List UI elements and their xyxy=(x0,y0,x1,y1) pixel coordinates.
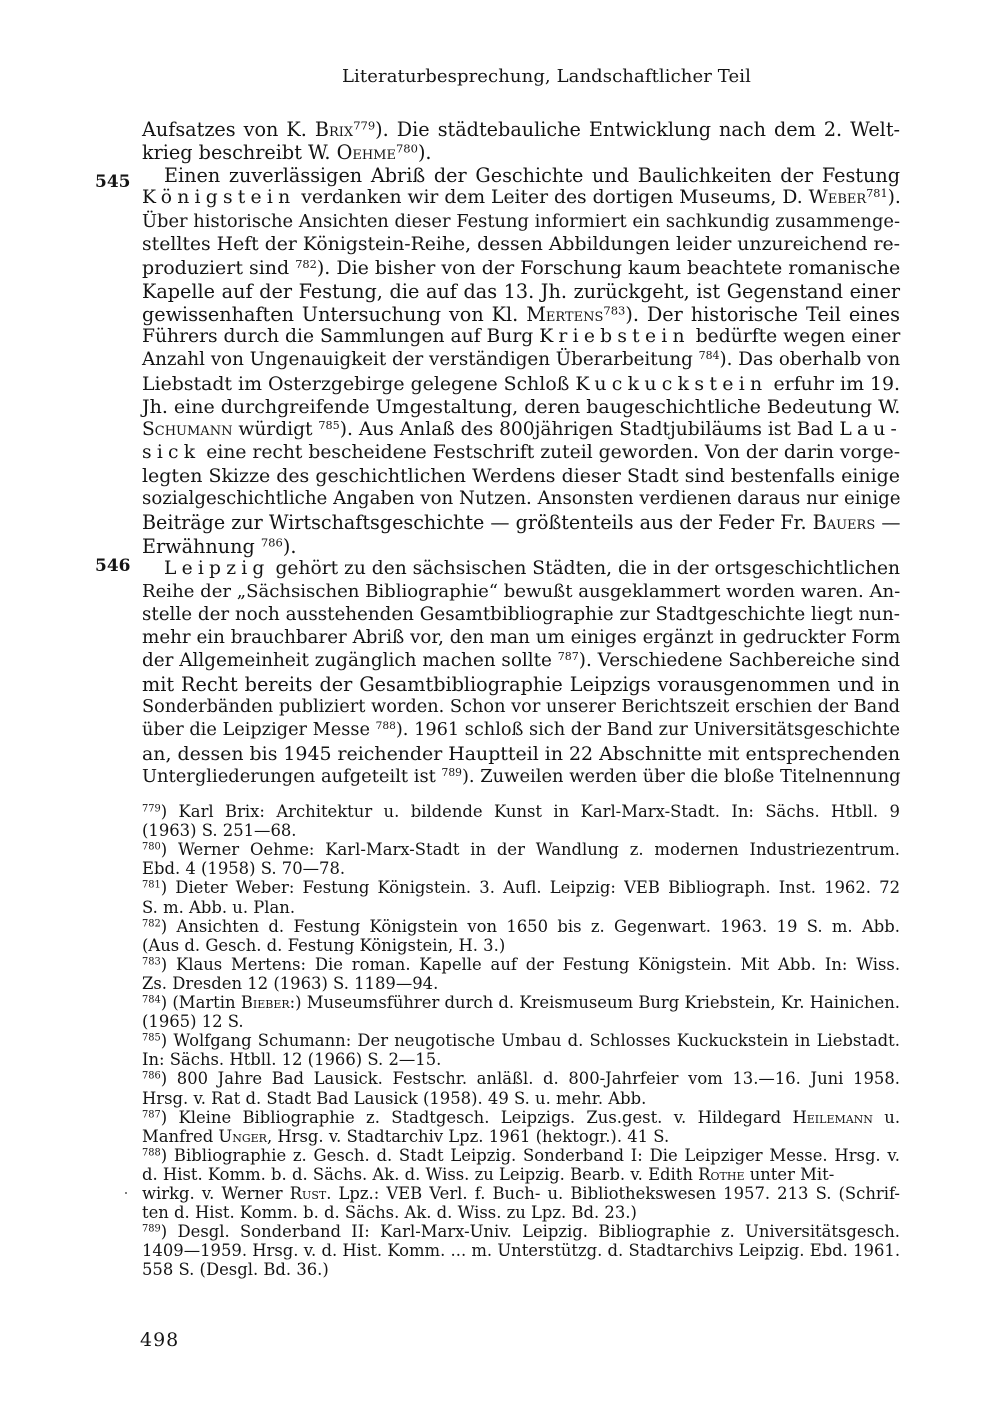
footnote-line xyxy=(142,1184,900,1203)
reference-number: 788 xyxy=(142,1147,161,1159)
text-run: 1409—1959. Hrsg. v. d. Hist. Komm. ... m. Unterstützg. d. Stadtarchivs Leipzig. Ebd. 1961. xyxy=(142,1241,901,1261)
running-header: Literaturbesprechung, Landschaftlicher Teil xyxy=(342,66,751,87)
text-run: Beiträge zur Wirtschaftsgeschichte — größtenteils aus der Feder Fr. xyxy=(142,511,813,535)
text-run: verdanken wir dem Leiter des dortigen Museums, D. xyxy=(295,187,809,209)
text-run: Schumann xyxy=(142,418,233,440)
text-run: mehr ein brauchbarer Abriß vor, den man um einiges ergänzt in gedruckter Form xyxy=(142,627,901,649)
text-run: bedürfte wegen einer xyxy=(689,326,901,348)
text-run: In: Sächs. Htbll. 12 (1966) S. 2—15. xyxy=(142,1050,442,1070)
body-line xyxy=(142,604,900,625)
body-line xyxy=(142,303,900,326)
body-line xyxy=(142,349,900,370)
body-line xyxy=(142,697,900,717)
body-line xyxy=(142,627,900,648)
body-line xyxy=(164,164,900,187)
text-run: ). Verschiedene Sachbereiche sind xyxy=(578,650,900,672)
text-run: Erwähnung xyxy=(142,534,261,558)
text-run: ) Ansichten d. Festung Königstein von 1650 bis z. Gegenwart. 1963. 19 S. m. Abb. xyxy=(160,916,900,936)
body-line xyxy=(142,118,900,141)
text-run: Bieber xyxy=(240,993,290,1012)
reference-number: 786 xyxy=(260,535,283,550)
page-number: 498 xyxy=(140,1329,180,1351)
body-line xyxy=(142,280,900,303)
footnote-line xyxy=(142,1241,900,1260)
footnote-line xyxy=(142,936,505,955)
text-run: Einen zuverlässigen Abriß der Geschichte und Baulichkeiten der Festung xyxy=(164,164,901,188)
text-run: würdigt xyxy=(232,418,319,440)
text-run: sick xyxy=(142,441,201,463)
text-run: mit Recht bereits der Gesamtbibliographie Leipzigs vorausgenommen und in xyxy=(142,673,900,697)
reference-number: 785 xyxy=(142,1032,161,1044)
footnote-line xyxy=(142,1012,244,1031)
footnote-line xyxy=(142,821,297,840)
reference-number: 779 xyxy=(353,118,376,133)
footnote-line xyxy=(142,1222,900,1241)
section-number-546: 546 xyxy=(95,556,131,576)
text-run: ) Karl Brix: Architektur u. bildende Kunst in Karl-Marx-Stadt. In: Sächs. Htbll. 9 xyxy=(160,802,900,821)
text-run: Anzahl von Ungenauigkeit der verständigen Überarbeitung xyxy=(142,349,699,371)
text-run: Sonderbänden publiziert worden. Schon vor unserer Berichtszeit erschien der Band xyxy=(142,696,901,717)
text-run: Bauers xyxy=(812,511,876,535)
body-line xyxy=(164,558,900,579)
text-run: (1965) 12 S. xyxy=(142,1012,244,1032)
text-run: Jh. eine durchgreifende Umgestaltung, deren baugeschichtliche Bedeutung W. xyxy=(142,395,901,418)
text-run: Rust xyxy=(289,1184,327,1203)
body-line xyxy=(142,326,900,347)
text-run: :) Museumsführer durch d. Kreismuseum Burg Kriebstein, Kr. Hainichen. xyxy=(289,993,900,1012)
footnote-line xyxy=(142,1089,646,1108)
text-run: ) Desgl. Sonderband II: Karl-Marx-Univ. Leipzig. Bibliographie z. Universitätsgesch. xyxy=(160,1222,900,1242)
text-run: krieg beschreibt W. xyxy=(142,141,337,165)
text-run: Rothe xyxy=(698,1164,745,1184)
body-line xyxy=(142,396,900,418)
reference-number: 780 xyxy=(395,141,418,156)
text-run: Leipzig xyxy=(164,557,270,579)
text-run: erfuhr im 19. xyxy=(767,372,901,395)
text-run: über die Leipziger Messe xyxy=(142,719,376,740)
text-run: Lau- xyxy=(839,418,903,440)
reference-number: 782 xyxy=(142,918,161,930)
footnote-line xyxy=(142,1069,900,1088)
text-run: S. m. Abb. u. Plan. xyxy=(142,897,296,917)
text-run: ). Zuweilen werden über die bloße Titelnennung xyxy=(461,765,901,787)
body-line xyxy=(142,419,902,440)
footnote-line xyxy=(142,917,900,936)
text-run: Zs. Dresden 12 (1963) S. 1189—94. xyxy=(142,973,439,993)
text-run: wirkg. v. Werner xyxy=(142,1184,290,1203)
body-line xyxy=(142,650,900,671)
body-line xyxy=(142,766,901,787)
reference-number: 784 xyxy=(698,349,720,363)
body-line xyxy=(142,373,900,395)
text-run: Mertens xyxy=(526,303,604,327)
reference-number: 781 xyxy=(866,187,888,201)
text-run: ) Dieter Weber: Festung Königstein. 3. Aufl. Leipzig: VEB Bibliograph. Inst. 1962. 72 xyxy=(160,878,900,898)
text-run: unter Mit- xyxy=(744,1164,835,1184)
text-run: produziert sind xyxy=(142,256,296,279)
footnote-line xyxy=(142,1260,329,1279)
text-run: gehört zu den sächsischen Städten, die in der ortsgeschichtlichen xyxy=(269,557,900,579)
footnote-line xyxy=(142,1050,441,1069)
text-run: (Aus d. Gesch. d. Festung Königstein, H. 3.) xyxy=(142,935,506,955)
body-line xyxy=(142,211,900,232)
text-run: an, dessen bis 1945 reichender Hauptteil in 22 Abschnitte mit entsprechenden xyxy=(142,742,901,765)
text-run: ). xyxy=(417,141,432,165)
footnote-line xyxy=(142,955,900,974)
footnote-line xyxy=(142,1127,669,1146)
reference-number: 787 xyxy=(142,1109,161,1121)
footnote-line xyxy=(142,1203,637,1222)
body-line xyxy=(142,141,432,164)
text-run: Kriebstein xyxy=(539,326,690,348)
footnote-line xyxy=(142,1031,900,1050)
body-line xyxy=(142,720,900,740)
text-run: ) Klaus Mertens: Die roman. Kapelle auf der Festung Königstein. Mit Abb. In: Wiss. xyxy=(160,954,901,974)
reference-number: 783 xyxy=(142,956,161,968)
text-run: u. xyxy=(872,1107,901,1127)
text-run: legten Skizze des geschichtlichen Werdens dieser Stadt sind bestenfalls einige xyxy=(142,465,901,488)
text-run: ten d. Hist. Komm. b. d. Sächs. Ak. d. Wiss. zu Lpz. Bd. 23.) xyxy=(142,1203,637,1223)
body-line xyxy=(142,257,900,279)
footnote-line xyxy=(142,802,900,821)
text-run: . Lpz.: VEB Verl. f. Buch- u. Bibliothekswesen 1957. 213 S. (Schrif- xyxy=(326,1184,900,1203)
footnote-line xyxy=(142,859,345,878)
reference-number: 786 xyxy=(142,1070,161,1082)
text-run: stelltes Heft der Königstein-Reihe, dessen Abbildungen leider unzureichend re- xyxy=(142,233,901,255)
text-run: Königstein xyxy=(142,187,296,209)
reference-number: 789 xyxy=(142,1223,161,1235)
text-run: ). Das oberhalb von xyxy=(719,349,901,371)
body-line xyxy=(142,488,901,509)
text-run: ). 1961 schloß sich der Band zur Universitätsgeschichte xyxy=(395,719,901,740)
text-run: 558 S. (Desgl. Bd. 36.) xyxy=(142,1260,329,1280)
body-line xyxy=(142,581,900,602)
reference-number: 788 xyxy=(375,718,396,732)
reference-number: 780 xyxy=(142,841,161,853)
text-run: Hrsg. v. Rat d. Stadt Bad Lausick (1958). 49 S. u. mehr. Abb. xyxy=(142,1088,647,1108)
reference-number: 789 xyxy=(441,766,462,780)
text-run: Brix xyxy=(314,118,354,141)
reference-number: 781 xyxy=(142,879,161,891)
reference-number: 782 xyxy=(295,256,317,271)
body-line xyxy=(142,743,900,765)
text-run: Unger xyxy=(218,1126,267,1146)
footnote-line xyxy=(142,1165,834,1184)
text-run: Aufsatzes von K. xyxy=(142,118,315,141)
reference-number: 787 xyxy=(557,650,579,664)
body-line xyxy=(142,187,901,208)
text-run: ). xyxy=(282,534,297,558)
text-run: Über historische Ansichten dieser Festung informiert ein sachkundig zusammenge- xyxy=(142,210,900,232)
text-run: ). Die städtebauliche Entwicklung nach dem 2. Welt- xyxy=(375,118,901,141)
text-run: stelle der noch ausstehenden Gesamtbibliographie zur Stadtgeschichte liegt nun- xyxy=(142,603,900,625)
text-run: , Hrsg. v. Stadtarchiv Lpz. 1961 (hektogr.). 41 S. xyxy=(266,1126,670,1146)
text-run: ). Der historische Teil eines xyxy=(625,303,900,327)
reference-number: 784 xyxy=(142,994,161,1006)
text-run: ) Werner Oehme: Karl-Marx-Stadt in der Wandlung z. modernen Industriezentrum. xyxy=(160,840,900,860)
section-number-545: 545 xyxy=(95,172,131,192)
reference-number: 785 xyxy=(318,418,340,432)
text-run: ) 800 Jahre Bad Lausick. Festschr. anläßl. d. 800-Jahrfeier vom 13.—16. Juni 1958. xyxy=(160,1069,900,1089)
text-run: Reihe der „Sächsischen Bibliographie“ bewußt ausgeklammert worden waren. An- xyxy=(142,580,901,602)
body-line xyxy=(142,442,900,463)
footnote-line xyxy=(142,878,900,897)
text-run: (1963) S. 251—68. xyxy=(142,821,297,841)
text-run: ). Die bisher von der Forschung kaum beachtete romanische xyxy=(316,256,901,279)
text-run: gewissenhaften Untersuchung von Kl. xyxy=(142,303,527,327)
text-run: Führers durch die Sammlungen auf Burg xyxy=(142,326,540,348)
text-run: Liebstadt im Osterzgebirge gelegene Schloß xyxy=(142,372,576,395)
text-run: ). xyxy=(887,187,901,209)
text-run: sozialgeschichtliche Angaben von Nutzen. Ansonsten verdienen daraus nur einige xyxy=(142,488,901,510)
text-run: Kapelle auf der Festung, die auf das 13. Jh. zurückgeht, ist Gegenstand einer xyxy=(142,279,901,303)
reference-number: 779 xyxy=(142,803,161,815)
reference-number: 783 xyxy=(603,303,626,318)
text-run: — xyxy=(875,511,901,535)
footnote-line xyxy=(142,974,438,993)
footnote-line xyxy=(142,993,900,1012)
body-line xyxy=(142,511,900,534)
text-run: ) Wolfgang Schumann: Der neugotische Umbau d. Schlosses Kuckuckstein in Liebstadt. xyxy=(160,1031,900,1051)
text-run: ) (Martin xyxy=(160,993,241,1012)
text-run: der Allgemeinheit zugänglich machen sollte xyxy=(142,650,558,672)
text-run: eine recht bescheidene Festschrift zuteil geworden. Von der darin vorge- xyxy=(200,441,901,463)
text-run: ) Kleine Bibliographie z. Stadtgesch. Leipzigs. Zus.gest. v. Hildegard xyxy=(160,1107,793,1127)
footnote-line xyxy=(142,898,295,917)
footnote-line xyxy=(142,1108,900,1127)
body-line xyxy=(142,535,296,558)
text-run: ) Bibliographie z. Gesch. d. Stadt Leipzig. Sonderband I: Die Leipziger Messe. Hrsg. v. xyxy=(160,1145,900,1165)
text-run: Kuckuckstein xyxy=(575,372,768,395)
text-run: Untergliederungen aufgeteilt ist xyxy=(142,765,442,787)
body-line xyxy=(142,234,900,255)
body-line xyxy=(142,465,900,487)
text-run: Weber xyxy=(808,187,867,209)
footnote-line xyxy=(142,840,900,859)
text-run: Ebd. 4 (1958) S. 70—78. xyxy=(142,859,346,879)
body-line xyxy=(142,673,900,696)
margin-mark xyxy=(125,1192,127,1194)
footnote-line xyxy=(142,1146,900,1165)
text-run: Heilemann xyxy=(792,1107,873,1127)
text-run: Oehme xyxy=(336,141,396,165)
text-run: d. Hist. Komm. b. d. Sächs. Ak. d. Wiss. zu Leipzig. Bearb. v. Edith xyxy=(142,1164,699,1184)
text-run: ). Aus Anlaß des 800jährigen Stadtjubiläums ist Bad xyxy=(339,418,840,440)
text-run: Manfred xyxy=(142,1126,219,1146)
